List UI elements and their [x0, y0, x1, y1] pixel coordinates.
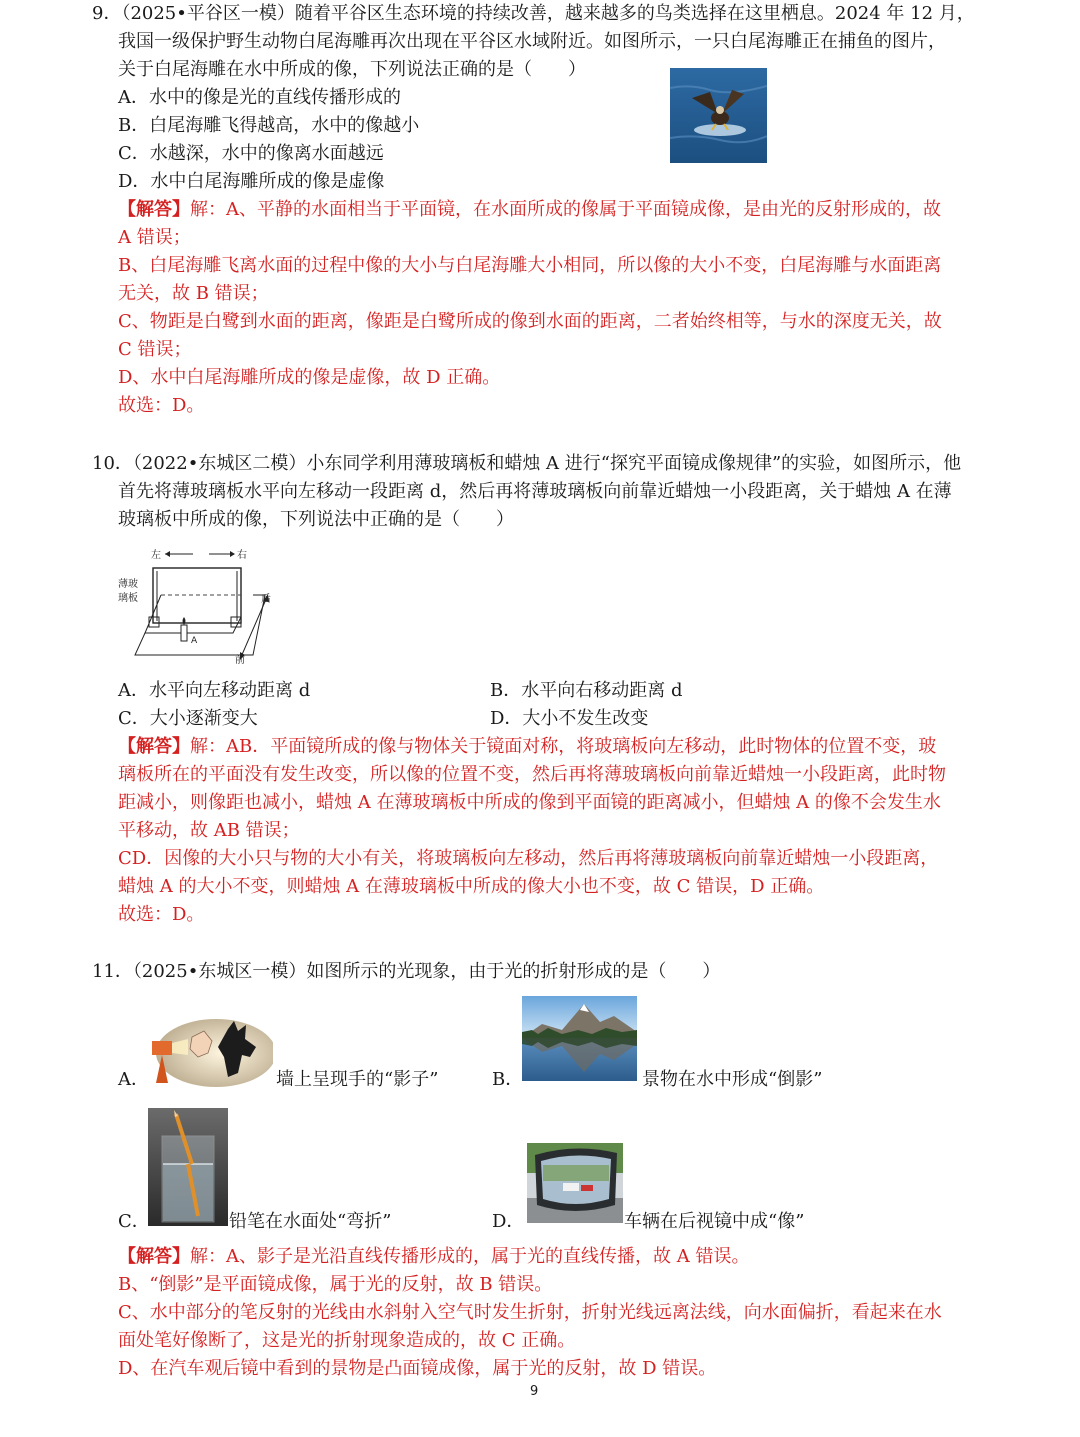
q11-answer-tag: 【解答】: [118, 1246, 190, 1267]
q10-answer-line-3: 距减小，则像距也减小，蜡烛 A 在薄玻璃板中所成的像到平面镜的距离减小，但蜡烛 A 的像不会发生水: [118, 792, 941, 813]
q9-answer-line-8: 故选：D。: [118, 395, 205, 416]
q10-answer-tag: 【解答】: [118, 736, 190, 757]
q9-option-a: A．水中的像是光的直线传播形成的: [118, 87, 401, 108]
q9-answer-text: 解：A、平静的水面相当于平面镜，在水面所成的像属于平面镜成像，是由光的反射形成的，故: [190, 199, 941, 220]
q9-answer-line-2: A 错误；: [118, 227, 191, 248]
q11-option-b-letter: B．: [492, 1069, 524, 1090]
eagle-photo: [670, 68, 767, 163]
q10-option-d: D．大小不发生改变: [490, 708, 649, 729]
q10-answer-line-4: 平移动，故 AB 错误；: [118, 820, 300, 841]
q9-answer-line-4: 无关，故 B 错误；: [118, 283, 269, 304]
q11-option-a-letter: A．: [118, 1069, 149, 1090]
lake-reflection-photo: [522, 996, 637, 1081]
diagram-front-label: 前: [235, 655, 245, 666]
diagram-glass-label-1: 薄玻: [118, 579, 138, 590]
diagram-candle-label: A: [191, 636, 198, 646]
q11-answer-line-3: C、水中部分的笔反射的光线由水斜射入空气时发生折射，折射光线远离法线，向水面偏折，看起来在水: [118, 1302, 942, 1323]
q9-answer-line-1: [118, 196, 941, 224]
q10-option-a: A．水平向左移动距离 d: [118, 680, 311, 701]
hand-shadow-photo: [148, 1017, 273, 1090]
rearview-mirror-photo: [527, 1143, 623, 1223]
q9-option-d: D．水中白尾海雕所成的像是虚像: [118, 171, 385, 192]
q10-answer-line-1: [118, 733, 936, 761]
diagram-left-label: 左: [151, 550, 161, 561]
q9-answer-line-7: D、水中白尾海雕所成的像是虚像，故 D 正确。: [118, 367, 501, 388]
q10-answer-line-5: CD．因像的大小只与物的大小有关，将玻璃板向左移动，然后再将薄玻璃板向前靠近蜡烛一小段距离，: [118, 848, 939, 869]
q11-option-d-letter: D．: [492, 1211, 525, 1232]
q9-answer-line-5: C、物距是白鹭到水面的距离，像距是白鹭所成的像到水面的距离，二者始终相等，与水的深度无关，故: [118, 311, 942, 332]
q9-stem-line-2: 我国一级保护野生动物白尾海雕再次出现在平谷区水域附近。如图所示，一只白尾海雕正在捕鱼的图片，: [118, 31, 946, 52]
q11-option-c-text: 铅笔在水面处“弯折”: [229, 1211, 392, 1232]
q10-stem-line-2: 首先将薄玻璃板水平向左移动一段距离 d，然后再将薄玻璃板向前靠近蜡烛一小段距离，关于蜡烛 A 在薄: [118, 481, 952, 502]
diagram-glass-label-2: 璃板: [118, 593, 138, 604]
q9-answer-tag: 【解答】: [118, 199, 190, 220]
q9-stem-line-3: 关于白尾海雕在水中所成的像，下列说法正确的是（ ）: [118, 59, 586, 80]
q10-answer-line-2: 璃板所在的平面没有发生改变，所以像的位置不变，然后再将薄玻璃板向前靠近蜡烛一小段距离，此时物: [118, 764, 946, 785]
q11-answer-line-2: B、“倒影”是平面镜成像，属于光的反射，故 B 错误。: [118, 1274, 553, 1295]
q11-option-d-text: 车辆在后视镜中成“像”: [624, 1211, 805, 1232]
q10-option-c: C．大小逐渐变大: [118, 708, 258, 729]
q11-option-b-text: 景物在水中形成“倒影”: [642, 1069, 823, 1090]
q11-stem: 11．（2025•东城区一模）如图所示的光现象，由于光的折射形成的是（ ）: [92, 961, 721, 982]
diagram-back-label: 后: [261, 594, 271, 605]
q10-stem-line-3: 玻璃板中所成的像，下列说法中正确的是（ ）: [118, 509, 514, 530]
q11-answer-line-4: 面处笔好像断了，这是光的折射现象造成的，故 C 正确。: [118, 1330, 576, 1351]
q9-answer-line-3: B、白尾海雕飞离水面的过程中像的大小与白尾海雕大小相同，所以像的大小不变，白尾海雕与水面距离: [118, 255, 942, 276]
q9-option-c: C．水越深，水中的像离水面越远: [118, 143, 384, 164]
q11-option-c-letter: C．: [118, 1211, 150, 1232]
pencil-in-water-photo: [148, 1108, 228, 1226]
diagram-right-label: 右: [237, 550, 247, 561]
page-number: 9: [530, 1384, 539, 1399]
q10-stem-line-1: 10．（2022•东城区二模）小东同学利用薄玻璃板和蜡烛 A 进行“探究平面镜成像规律”的实验，如图所示，他: [92, 453, 962, 474]
q11-answer-line-1: [118, 1243, 749, 1271]
q10-answer-text: 解：AB．平面镜所成的像与物体关于镜面对称，将玻璃板向左移动，此时物体的位置不变，玻: [190, 736, 937, 757]
q9-stem-line-1: 9．（2025•平谷区一模）随着平谷区生态环境的持续改善，越来越多的鸟类选择在这里栖息。2024 年 12 月，: [92, 3, 975, 24]
q10-answer-line-6: 蜡烛 A 的大小不变，则蜡烛 A 在薄玻璃板中所成的像大小也不变，故 C 错误，D 正确。: [118, 876, 825, 897]
q9-option-b: B．白尾海雕飞得越高，水中的像越小: [118, 115, 420, 136]
q10-answer-line-7: 故选：D。: [118, 904, 205, 925]
glass-plate-diagram: [115, 545, 280, 667]
q11-answer-text: 解：A、影子是光沿直线传播形成的，属于光的直线传播，故 A 错误。: [190, 1246, 750, 1267]
q10-option-b: B．水平向右移动距离 d: [490, 680, 683, 701]
q9-answer-line-6: C 错误；: [118, 339, 192, 360]
q11-answer-line-5: D、在汽车观后镜中看到的景物是凸面镜成像，属于光的反射，故 D 错误。: [118, 1358, 717, 1379]
q11-option-a-text: 墙上呈现手的“影子”: [276, 1069, 439, 1090]
